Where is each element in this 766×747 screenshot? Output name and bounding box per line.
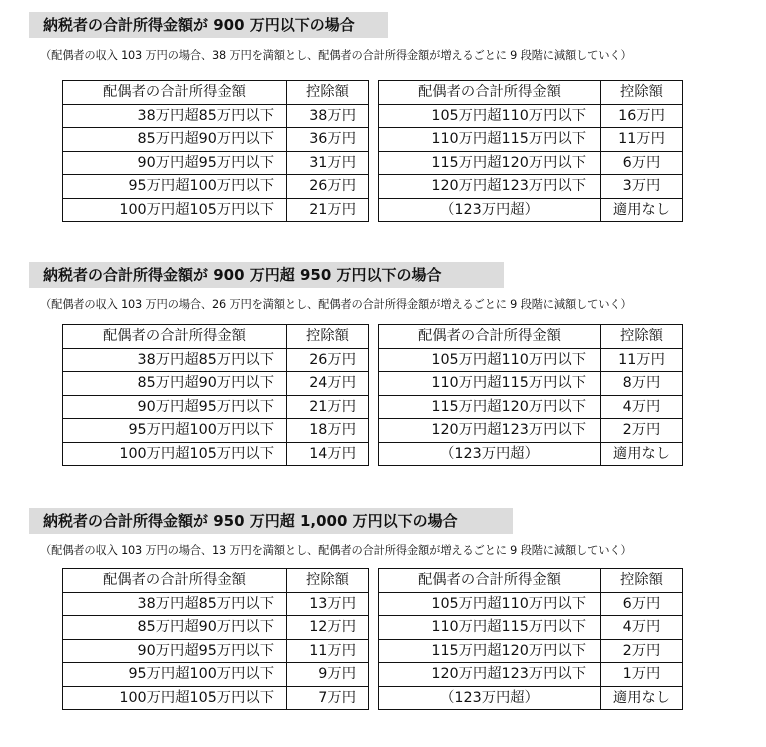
table-row [63, 419, 369, 443]
table-row [63, 442, 369, 466]
spouse-income-range: （123万円超） [379, 198, 601, 222]
spouse-income-range: 38万円超85万円以下 [63, 348, 287, 372]
deduction-amount: 4万円 [601, 616, 683, 640]
table-header-row [63, 569, 369, 593]
header-spouse-income: 配偶者の合計所得金額 [379, 81, 601, 105]
spouse-income-range: 120万円超123万円以下 [379, 419, 601, 443]
header-deduction-amount: 控除額 [287, 81, 369, 105]
table-row [379, 419, 683, 443]
spouse-income-range: 110万円超115万円以下 [379, 372, 601, 396]
spouse-income-range: 85万円超90万円以下 [63, 128, 287, 152]
deduction-table-right [378, 568, 683, 710]
spouse-income-range: 115万円超120万円以下 [379, 639, 601, 663]
table-row [63, 348, 369, 372]
table-row [63, 663, 369, 687]
header-deduction-amount: 控除額 [287, 569, 369, 593]
header-deduction-amount: 控除額 [601, 81, 683, 105]
table-row [379, 175, 683, 199]
table-header-row [379, 569, 683, 593]
spouse-income-range: 120万円超123万円以下 [379, 175, 601, 199]
table-row [379, 104, 683, 128]
header-spouse-income: 配偶者の合計所得金額 [63, 569, 287, 593]
spouse-income-range: （123万円超） [379, 442, 601, 466]
deduction-amount: 6万円 [601, 592, 683, 616]
spouse-income-range: （123万円超） [379, 686, 601, 710]
deduction-amount: 適用なし [601, 198, 683, 222]
spouse-income-range: 100万円超105万円以下 [63, 442, 287, 466]
table-row [63, 616, 369, 640]
deduction-amount: 8万円 [601, 372, 683, 396]
deduction-amount: 26万円 [287, 348, 369, 372]
deduction-amount: 16万円 [601, 104, 683, 128]
table-row [63, 151, 369, 175]
header-spouse-income: 配偶者の合計所得金額 [63, 81, 287, 105]
deduction-amount: 13万円 [287, 592, 369, 616]
deduction-amount: 3万円 [601, 175, 683, 199]
table-row [379, 151, 683, 175]
deduction-amount: 1万円 [601, 663, 683, 687]
section-title: 納税者の合計所得金額が 950 万円超 1,000 万円以下の場合 [29, 508, 513, 534]
deduction-amount: 2万円 [601, 639, 683, 663]
deduction-table-right [378, 80, 683, 222]
spouse-income-range: 85万円超90万円以下 [63, 616, 287, 640]
table-header-row [63, 325, 369, 349]
table-row [63, 395, 369, 419]
spouse-income-range: 100万円超105万円以下 [63, 198, 287, 222]
header-deduction-amount: 控除額 [601, 325, 683, 349]
deduction-amount: 12万円 [287, 616, 369, 640]
header-spouse-income: 配偶者の合計所得金額 [379, 325, 601, 349]
table-row [379, 616, 683, 640]
spouse-income-range: 105万円超110万円以下 [379, 104, 601, 128]
table-row [379, 395, 683, 419]
header-spouse-income: 配偶者の合計所得金額 [63, 325, 287, 349]
table-row [63, 686, 369, 710]
section-note: （配偶者の収入 103 万円の場合、38 万円を満額とし、配偶者の合計所得金額が増えるごとに 9 段階に減額していく） [40, 49, 632, 62]
deduction-table-left [62, 568, 369, 710]
table-header-row [379, 81, 683, 105]
deduction-amount: 31万円 [287, 151, 369, 175]
deduction-amount: 7万円 [287, 686, 369, 710]
spouse-income-range: 115万円超120万円以下 [379, 395, 601, 419]
spouse-income-range: 120万円超123万円以下 [379, 663, 601, 687]
table-row [379, 372, 683, 396]
header-deduction-amount: 控除額 [287, 325, 369, 349]
deduction-table-left [62, 324, 369, 466]
table-row [379, 128, 683, 152]
deduction-amount: 11万円 [287, 639, 369, 663]
header-deduction-amount: 控除額 [601, 569, 683, 593]
spouse-income-range: 95万円超100万円以下 [63, 663, 287, 687]
deduction-amount: 2万円 [601, 419, 683, 443]
deduction-amount: 6万円 [601, 151, 683, 175]
deduction-amount: 24万円 [287, 372, 369, 396]
spouse-income-range: 95万円超100万円以下 [63, 175, 287, 199]
spouse-income-range: 100万円超105万円以下 [63, 686, 287, 710]
table-row [63, 128, 369, 152]
table-row [63, 372, 369, 396]
deduction-amount: 36万円 [287, 128, 369, 152]
deduction-amount: 26万円 [287, 175, 369, 199]
spouse-income-range: 90万円超95万円以下 [63, 639, 287, 663]
table-header-row [379, 325, 683, 349]
table-row [379, 442, 683, 466]
section-title: 納税者の合計所得金額が 900 万円超 950 万円以下の場合 [29, 262, 504, 288]
spouse-income-range: 38万円超85万円以下 [63, 104, 287, 128]
table-row [379, 198, 683, 222]
deduction-amount: 21万円 [287, 395, 369, 419]
table-row [379, 686, 683, 710]
spouse-income-range: 90万円超95万円以下 [63, 151, 287, 175]
table-row [379, 639, 683, 663]
deduction-amount: 4万円 [601, 395, 683, 419]
deduction-amount: 14万円 [287, 442, 369, 466]
header-spouse-income: 配偶者の合計所得金額 [379, 569, 601, 593]
table-row [379, 663, 683, 687]
table-row [63, 639, 369, 663]
deduction-amount: 18万円 [287, 419, 369, 443]
section-note: （配偶者の収入 103 万円の場合、13 万円を満額とし、配偶者の合計所得金額が増えるごとに 9 段階に減額していく） [40, 544, 632, 557]
table-row [63, 198, 369, 222]
section-title: 納税者の合計所得金額が 900 万円以下の場合 [29, 12, 388, 38]
spouse-income-range: 105万円超110万円以下 [379, 348, 601, 372]
deduction-amount: 38万円 [287, 104, 369, 128]
spouse-income-range: 95万円超100万円以下 [63, 419, 287, 443]
section-note: （配偶者の収入 103 万円の場合、26 万円を満額とし、配偶者の合計所得金額が増えるごとに 9 段階に減額していく） [40, 298, 632, 311]
spouse-income-range: 90万円超95万円以下 [63, 395, 287, 419]
deduction-amount: 適用なし [601, 686, 683, 710]
table-row [379, 592, 683, 616]
spouse-income-range: 105万円超110万円以下 [379, 592, 601, 616]
deduction-amount: 適用なし [601, 442, 683, 466]
spouse-income-range: 110万円超115万円以下 [379, 128, 601, 152]
deduction-table-left [62, 80, 369, 222]
deduction-amount: 21万円 [287, 198, 369, 222]
spouse-income-range: 110万円超115万円以下 [379, 616, 601, 640]
table-header-row [63, 81, 369, 105]
table-row [63, 175, 369, 199]
spouse-income-range: 85万円超90万円以下 [63, 372, 287, 396]
table-row [63, 104, 369, 128]
deduction-amount: 11万円 [601, 348, 683, 372]
spouse-income-range: 38万円超85万円以下 [63, 592, 287, 616]
table-row [379, 348, 683, 372]
table-row [63, 592, 369, 616]
deduction-amount: 9万円 [287, 663, 369, 687]
deduction-table-right [378, 324, 683, 466]
deduction-amount: 11万円 [601, 128, 683, 152]
spouse-income-range: 115万円超120万円以下 [379, 151, 601, 175]
